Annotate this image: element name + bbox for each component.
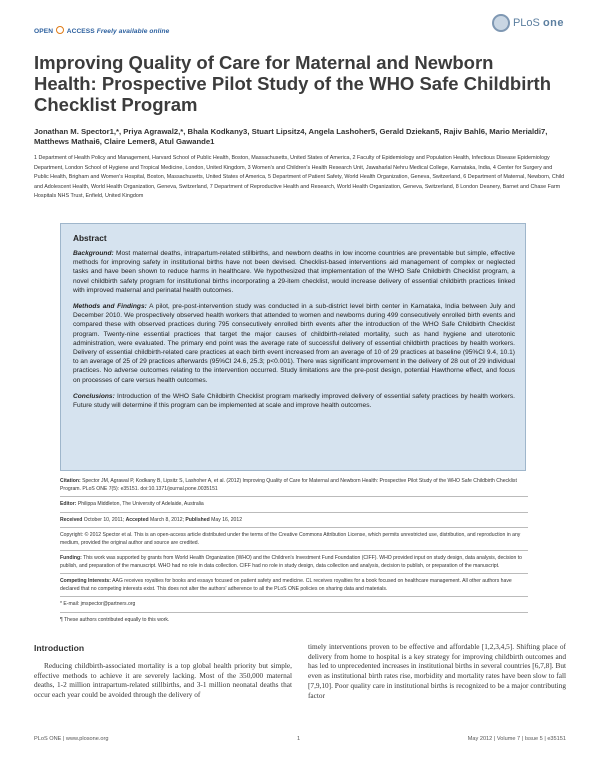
introduction-paragraph: Reducing childbirth-associated mortality is a top global health priority but simple, effective methods to achieve it are severely lacking. Most of the 350,000 maternal deaths, 1-2 million intrapartum-related stillbirths, and 3-1 million neonatal deaths that occur each year could be avoided through the delivery of	[34, 661, 292, 700]
plos-logo-icon	[492, 14, 510, 32]
affiliations: 1 Department of Health Policy and Management, Harvard School of Public Health, Boston, Massachusetts, United States of America, 2 Faculty of Epidemiology and Population Health, Infectious Disease Epidemiology Department, London School of Hygiene and Tropical Medicine, London, United Kingdom, 3 Women's and Children's Health Research Unit, Jawaharlal Nehru Medical College, Karnataka, India, 4 Center for Surgery and Public Health, Brigham and Women's Hospital, Boston, Massachusetts, United States of America, 5 Department of Patient Safety, World Health Organization, Geneva, Switzerland, 6 Department of Maternal, Newborn, Child and Adolescent Health, World Health Organization, Geneva, Switzerland, 7 Department of Reproductive Health and Research, World Health Organization, Geneva, Switzerland, 8 London Deanery, Barnet and Chase Farm Hospitals NHS Trust, Enfield, United Kingdom	[34, 155, 565, 200]
divider	[60, 527, 528, 528]
divider	[60, 612, 528, 613]
funding: Funding: This work was supported by grants from World Health Organization (WHO) and the Children's Investment Fund Foundation (CIFF). WHO provided input on study design, data analysis, decision to publish, and preparation of the manuscript. WHO had no role in data collection. CIFF had no role in study design, data collection and analysis, decision to publish, or preparation of the manuscript.	[60, 555, 522, 569]
author-list: Jonathan M. Spector1,*, Priya Agrawal2,*, Bhala Kodkany3, Stuart Lipsitz4, Angela Lashoher5, Gerald Dziekan5, Rajiv Bahl6, Mario Merialdi7, Matthews Mathai6, Claire Lemer8, Atul Gawande1	[34, 127, 548, 146]
page-number: 1	[297, 736, 301, 742]
footer-journal: PLoS ONE | www.plosone.org	[34, 736, 109, 742]
logo-one: one	[542, 17, 564, 29]
introduction-paragraph-continued: timely interventions proven to be effective and affordable [1,2,3,4,5]. Shifting place of delivery from home to hospital is a key strategy for improving childbirth outcomes and has led to unprecedented increases in institutional births in several countries [6,7,8]. But even as institutional birth rates rise, morbidity and mortality rates have been slow to fall [7,9,10]. Poor quality care in institutional births is recognized to be a major contributing factor	[308, 642, 566, 700]
open-access-lock-icon	[56, 26, 64, 34]
footer-issue: May 2012 | Volume 7 | Issue 5 | e35151	[467, 736, 566, 742]
abstract-methods: Methods and Findings: A pilot, pre-post-intervention study was conducted in a sub-district level birth center in Karnataka, India between July and December 2010. We prospectively observed health workers that attended to women and newborns during 499 consecutively enrolled birth events and compared these with observed practices during 795 consecutively enrolled birth events after the introduction of the WHO Safe Childbirth Checklist program. Twenty-nine essential practices that target the major causes of childbirth-related mortality, such as hand hygiene and uterotonic administration, were evaluated. The primary end point was the average rate of successful delivery of essential childbirth practices by health workers. Delivery of essential childbirth-related care practices at each birth event increased from an average of 10 of 29 practices at baseline (95%CI 9.4, 10.1) to an average of 25 of 29 practices afterwards (95%CI 24.6, 25.3; p<0.001). There was significant improvement in the delivery of 28 out of 29 individual practices. No adverse outcomes relating to the intervention occurred. Study limitations are the pre-post design, potential Hawthorne effect, and focus on processes of care versus health outcomes.	[73, 303, 515, 384]
body-column-left	[34, 643, 292, 700]
abstract-heading: Abstract	[73, 233, 107, 243]
logo-plos: PLoS	[512, 17, 540, 29]
article-metadata	[60, 478, 528, 627]
divider	[60, 596, 528, 597]
copyright: Copyright: © 2012 Spector et al. This is an open-access article distributed under the terms of the Creative Commons Attribution License, which permits unrestricted use, distribution, and reproduction in any medium, provided the original author and source are credited.	[60, 532, 521, 546]
divider	[60, 496, 528, 497]
divider	[60, 550, 528, 551]
introduction-heading: Introduction	[34, 643, 85, 653]
corresponding-email: * E-mail: jmspector@partners.org	[60, 601, 136, 607]
plos-one-logo	[492, 14, 564, 32]
abstract-background: Background: Most maternal deaths, intrapartum-related stillbirths, and newborn deaths in low income countries are preventable but simple, effective methods for improving safety in institutional births have not been devised. Checklist-based interventions aid management of complex or neglected tasks and have been shown to reduce harms in healthcare. We hypothesized that implementation of the WHO Safe Childbirth Checklist program, a novel childbirth safety program for institutional births incorporating a 29-item checklist, would increase delivery of essential childbirth practices linked with improved maternal and perinatal health outcomes.	[73, 250, 515, 294]
access-label: ACCESS	[66, 28, 95, 35]
abstract-box	[60, 223, 526, 471]
dates: Received October 10, 2011; Accepted March 8, 2012; Published May 16, 2012	[60, 516, 243, 523]
equal-contribution-note: ¶ These authors contributed equally to this work.	[60, 616, 170, 623]
freely-available-label: Freely available online	[96, 28, 170, 35]
editor: Editor: Philippa Middleton, The University of Adelaide, Australia	[60, 501, 204, 507]
citation: Citation: Spector JM, Agrawal P, Kodkany B, Lipsitz S, Lashoher A, et al. (2012) Improving Quality of Care for Maternal and Newborn Health: Prospective Pilot Study of the WHO Safe Childbirth Checklist Program. PLoS ONE 7(5): e35151. doi:10.1371/journal.pone.0035151	[60, 478, 517, 492]
competing-interests: Competing Interests: AAG receives royalties for books and essays focused on patient safety and medicine. CL receives royalties for a book focused on healthcare management. All other authors have declared that no competing interests exist. This does not alter the authors' adherence to all the PLoS ONE policies on sharing data and materials.	[60, 578, 512, 592]
body-column-right	[308, 642, 566, 700]
open-label: OPEN	[34, 28, 54, 35]
divider	[60, 512, 528, 513]
article-title: Improving Quality of Care for Maternal and Newborn Health: Prospective Pilot Study of the WHO Safe Childbirth Checklist Program	[34, 52, 552, 115]
abstract-conclusions: Conclusions: Introduction of the WHO Safe Childbirth Checklist program markedly improved delivery of essential safety practices by health workers. Future study will determine if this program can be implemented at scale and improve health outcomes.	[73, 392, 515, 410]
logo-text	[513, 17, 564, 29]
open-access-banner	[34, 26, 169, 35]
divider	[60, 573, 528, 574]
